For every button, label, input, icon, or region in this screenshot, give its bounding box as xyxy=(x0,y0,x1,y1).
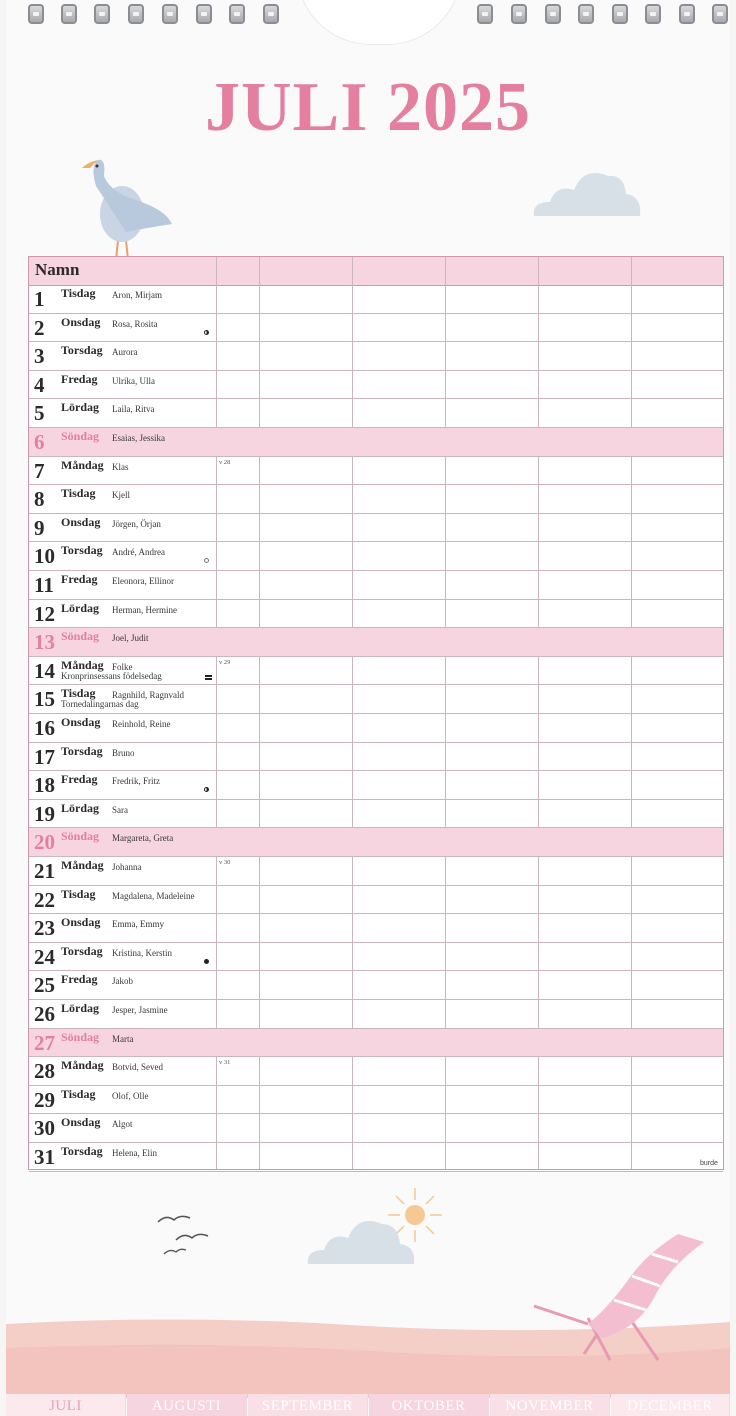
day-number: 28 xyxy=(34,1059,55,1084)
day-row[interactable] xyxy=(29,285,723,314)
name-day-names: Margareta, Greta xyxy=(112,833,174,844)
weekday-label: Söndag xyxy=(61,629,100,644)
weekday-label: Söndag xyxy=(61,1029,100,1044)
month-tab-oktober[interactable]: OKTOBER xyxy=(369,1394,489,1416)
weekday-label: Måndag xyxy=(61,657,104,672)
calendar-grid xyxy=(28,256,724,1170)
name-day-names: Marta xyxy=(112,1033,134,1044)
deck-chair-icon xyxy=(528,1228,708,1364)
weekday-label: Onsdag xyxy=(61,514,101,529)
day-row[interactable] xyxy=(29,771,723,800)
name-day-names: Rosa, Rosita xyxy=(112,318,158,329)
weekday-label: Fredag xyxy=(61,972,98,987)
weekday-label: Söndag xyxy=(61,429,100,443)
week-number: v 29 xyxy=(219,658,231,666)
day-number: 4 xyxy=(34,372,45,397)
day-number: 21 xyxy=(34,859,55,883)
name-day-names: Jörgen, Örjan xyxy=(112,518,161,529)
binding-ring xyxy=(229,4,245,24)
name-day-names: Sara xyxy=(112,804,128,815)
name-day-names: Olof, Olle xyxy=(112,1090,149,1101)
name-day-names: Joel, Judit xyxy=(112,633,149,644)
name-day-names: Reinhold, Reine xyxy=(112,719,171,729)
day-number: 30 xyxy=(34,1116,55,1141)
day-number: 2 xyxy=(34,315,45,340)
moon-phase-icon xyxy=(204,558,209,563)
name-day-names: Klas xyxy=(112,461,129,472)
day-number: 27 xyxy=(34,1030,55,1055)
binding-ring xyxy=(162,4,178,24)
day-row[interactable] xyxy=(29,571,723,600)
month-tabs xyxy=(6,1394,730,1416)
day-number: 14 xyxy=(34,658,55,683)
day-number: 15 xyxy=(34,687,55,712)
day-row[interactable] xyxy=(29,342,723,371)
day-number: 23 xyxy=(34,916,55,941)
name-day-names: Ulrika, Ulla xyxy=(112,375,155,386)
weekday-label: Tisdag xyxy=(61,886,96,901)
day-number: 29 xyxy=(34,1087,55,1112)
weekday-label: Torsdag xyxy=(61,743,103,758)
day-row[interactable] xyxy=(29,628,723,657)
weekday-label: Onsdag xyxy=(61,715,101,729)
day-row[interactable] xyxy=(29,1029,723,1058)
day-number: 26 xyxy=(34,1002,55,1026)
day-number: 16 xyxy=(34,716,55,740)
binding-ring xyxy=(645,4,661,24)
day-number: 9 xyxy=(34,515,45,540)
week-number: v 31 xyxy=(219,1059,231,1067)
name-day-names: Bruno xyxy=(112,747,135,758)
binding-ring xyxy=(545,4,561,24)
day-row[interactable] xyxy=(29,600,723,629)
binding-ring xyxy=(61,4,77,24)
day-number: 8 xyxy=(34,487,45,512)
weekday-label: Torsdag xyxy=(61,343,103,358)
day-number: 20 xyxy=(34,830,55,855)
seagull-icon xyxy=(76,156,176,268)
month-tab-september[interactable]: SEPTEMBER xyxy=(248,1394,368,1416)
day-row[interactable] xyxy=(29,971,723,1000)
name-day-names: Esaias, Jessika xyxy=(112,433,165,443)
day-row[interactable] xyxy=(29,828,723,857)
spiral-binding xyxy=(0,0,736,32)
brand-logo: burde xyxy=(700,1160,718,1167)
day-number: 1 xyxy=(34,287,45,311)
binding-ring xyxy=(578,4,594,24)
weekday-label: Lördag xyxy=(61,600,100,615)
name-day-names: Fredrik, Fritz xyxy=(112,776,160,787)
day-number: 31 xyxy=(34,1145,55,1169)
day-number: 12 xyxy=(34,601,55,626)
week-number: v 30 xyxy=(219,859,231,866)
day-row[interactable] xyxy=(29,457,723,486)
day-row[interactable] xyxy=(29,685,723,714)
binding-ring xyxy=(511,4,527,24)
weekday-label: Söndag xyxy=(61,829,100,844)
day-number: 6 xyxy=(34,430,45,454)
name-day-names: Jesper, Jasmine xyxy=(112,1005,168,1015)
day-row[interactable] xyxy=(29,514,723,543)
day-row[interactable] xyxy=(29,714,723,743)
binding-ring xyxy=(196,4,212,24)
day-number: 13 xyxy=(34,630,55,655)
holiday-label: Kronprinsessans födelsedag xyxy=(61,670,162,681)
day-number: 10 xyxy=(34,544,55,569)
weekday-label: Måndag xyxy=(61,858,104,872)
weekday-label: Tisdag xyxy=(61,686,96,701)
birds-icon xyxy=(156,1210,212,1260)
day-row[interactable] xyxy=(29,1143,723,1172)
name-day-names: Botvid, Seved xyxy=(112,1062,163,1073)
binding-ring xyxy=(477,4,493,24)
day-row[interactable] xyxy=(29,485,723,514)
day-row[interactable] xyxy=(29,857,723,886)
day-number: 19 xyxy=(34,801,55,826)
weekday-label: Onsdag xyxy=(61,314,101,329)
name-day-names: Folke xyxy=(112,661,133,672)
day-row[interactable] xyxy=(29,1114,723,1143)
day-number: 22 xyxy=(34,887,55,912)
weekday-label: Tisdag xyxy=(61,1086,96,1101)
binding-ring xyxy=(28,4,44,24)
day-row[interactable] xyxy=(29,1000,723,1029)
name-day-names: Johanna xyxy=(112,862,142,872)
day-number: 25 xyxy=(34,973,55,998)
day-row[interactable] xyxy=(29,314,723,343)
day-row[interactable] xyxy=(29,371,723,400)
name-day-names: Aurora xyxy=(112,347,138,358)
name-day-names: Emma, Emmy xyxy=(112,919,164,930)
name-day-names: Kjell xyxy=(112,490,130,501)
weekday-label: Lördag xyxy=(61,1001,100,1015)
binding-ring xyxy=(712,4,728,24)
name-day-names: Magdalena, Madeleine xyxy=(112,890,195,901)
day-row[interactable] xyxy=(29,943,723,972)
weekday-label: Onsdag xyxy=(61,915,101,930)
weekday-label: Fredag xyxy=(61,572,98,586)
week-number: v 28 xyxy=(219,458,231,466)
day-row[interactable] xyxy=(29,428,723,457)
name-day-names: Algot xyxy=(112,1119,133,1130)
weekday-label: Onsdag xyxy=(61,1115,101,1130)
name-day-names: Helena, Elin xyxy=(112,1148,157,1158)
day-number: 24 xyxy=(34,944,55,969)
day-row[interactable] xyxy=(29,886,723,915)
day-row[interactable] xyxy=(29,914,723,943)
month-tab-december[interactable]: DECEMBER xyxy=(611,1394,730,1416)
name-day-names: Jakob xyxy=(112,976,133,987)
cloud-icon xyxy=(530,164,644,222)
day-number: 18 xyxy=(34,773,55,798)
name-day-names: Herman, Hermine xyxy=(112,604,177,615)
cloud-icon xyxy=(304,1210,418,1268)
name-day-names: André, Andrea xyxy=(112,547,165,558)
day-row[interactable] xyxy=(29,1057,723,1086)
binding-ring xyxy=(94,4,110,24)
day-number: 5 xyxy=(34,401,45,426)
weekday-label: Lördag xyxy=(61,400,100,415)
holiday-label: Tornedalingarnas dag xyxy=(61,699,139,710)
day-row[interactable] xyxy=(29,1086,723,1115)
grid-header xyxy=(29,257,723,286)
binding-ring xyxy=(612,4,628,24)
moon-phase-icon xyxy=(204,787,209,792)
day-row[interactable] xyxy=(29,399,723,428)
binding-ring xyxy=(679,4,695,24)
month-tab-juli[interactable]: JULI xyxy=(6,1394,126,1416)
page-title: JULI 2025 xyxy=(205,69,531,146)
name-day-names: Aron, Mirjam xyxy=(112,290,162,300)
name-day-names: Kristina, Kerstin xyxy=(112,947,172,958)
binding-ring xyxy=(128,4,144,24)
name-day-names: Laila, Ritva xyxy=(112,404,155,415)
day-row[interactable] xyxy=(29,743,723,772)
day-number: 3 xyxy=(34,344,45,369)
binding-ring xyxy=(263,4,279,24)
weekday-label: Fredag xyxy=(61,772,98,787)
day-number: 11 xyxy=(34,573,54,597)
weekday-label: Torsdag xyxy=(61,543,103,558)
weekday-label: Tisdag xyxy=(61,286,96,300)
weekday-label: Måndag xyxy=(61,1058,104,1073)
name-day-names: Ragnhild, Ragnvald xyxy=(112,690,184,701)
day-row[interactable] xyxy=(29,542,723,571)
weekday-label: Fredag xyxy=(61,371,98,386)
month-tab-november[interactable]: NOVEMBER xyxy=(490,1394,610,1416)
flag-icon xyxy=(205,675,212,680)
weekday-label: Torsdag xyxy=(61,1144,103,1158)
moon-phase-icon xyxy=(204,959,209,964)
month-tab-augusti[interactable]: AUGUSTI xyxy=(127,1394,247,1416)
name-day-names: Eleonora, Ellinor xyxy=(112,576,174,586)
weekday-label: Lördag xyxy=(61,800,100,815)
day-number: 17 xyxy=(34,744,55,769)
weekday-label: Torsdag xyxy=(61,943,103,958)
moon-phase-icon xyxy=(204,330,209,335)
weekday-label: Måndag xyxy=(61,457,104,472)
day-row[interactable] xyxy=(29,800,723,829)
day-row[interactable] xyxy=(29,657,723,686)
day-number: 7 xyxy=(34,458,45,483)
weekday-label: Tisdag xyxy=(61,486,96,501)
name-column-label: Namn xyxy=(35,260,80,279)
